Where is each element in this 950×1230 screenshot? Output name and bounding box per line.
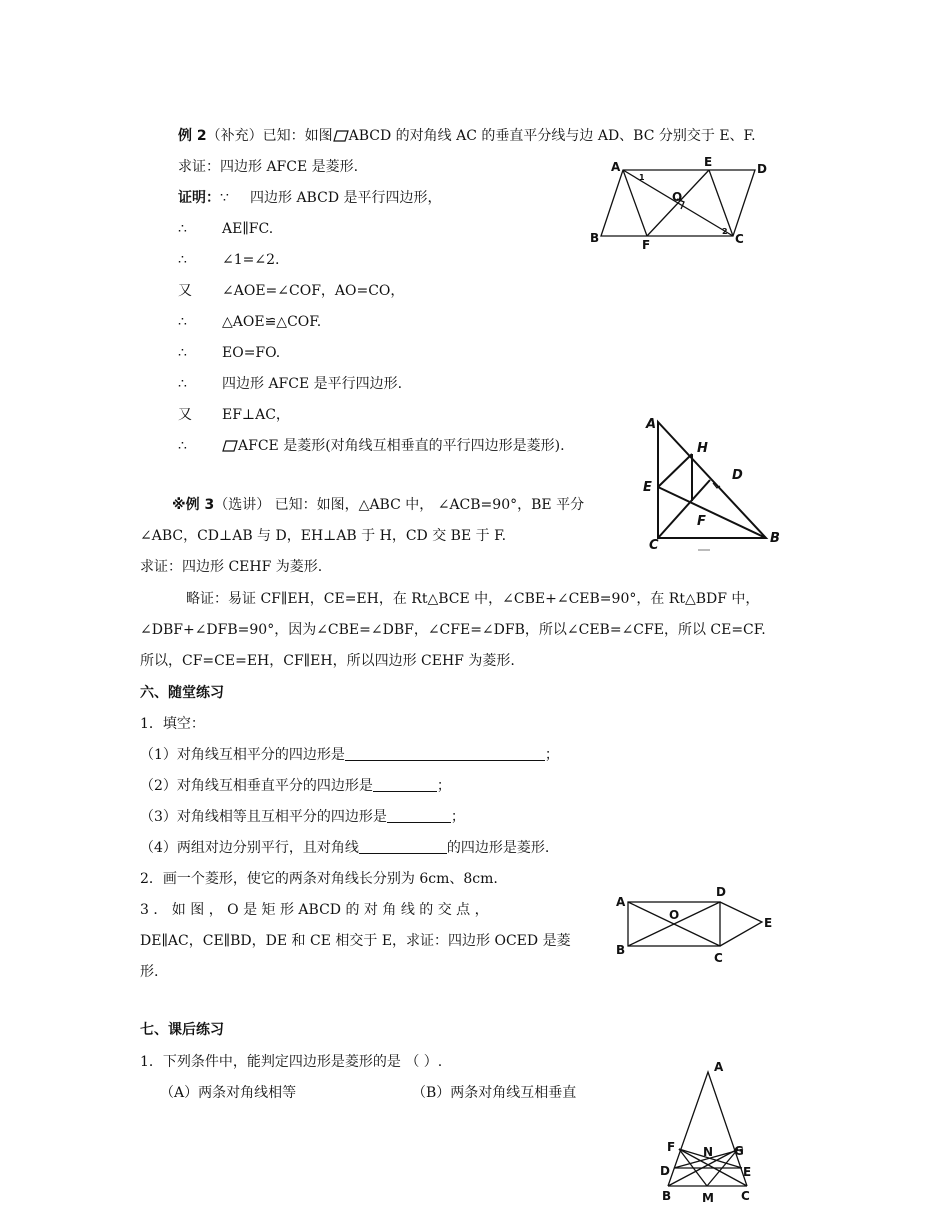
step-symbol: ∴ xyxy=(178,438,187,454)
fill-post: ； xyxy=(544,747,559,763)
ex3-sketch-line1: 略证：易证 CF∥EH，CE=EH，在 Rt△BCE 中，∠CBE+∠CEB=90°，在 Rt△BDF 中， xyxy=(186,591,760,607)
step-text: AE∥FC. xyxy=(222,221,274,237)
segments-de-ce xyxy=(720,902,762,946)
label-o: O xyxy=(669,908,680,922)
label-a: A xyxy=(714,1060,724,1074)
angle-label-1: 1 xyxy=(639,173,645,182)
label-m: M xyxy=(702,1191,714,1205)
step-text: 四边形 AFCE 是平行四边形. xyxy=(222,376,403,392)
triangle-sides xyxy=(668,1072,747,1186)
step-text: AFCE 是菱形(对角线互相垂直的平行四边形是菱形). xyxy=(238,438,565,454)
step-text: EF⊥AC， xyxy=(222,407,290,423)
sec6-q2: 2．画一个菱形，使它的两条对角线长分别为 6cm、8cm. xyxy=(140,871,498,887)
label-a: A xyxy=(646,417,657,432)
answer-blank[interactable] xyxy=(387,808,451,823)
step-text: 四边形 ABCD 是平行四边形， xyxy=(250,190,442,206)
label-b: B xyxy=(616,943,626,957)
step-symbol: 又 xyxy=(178,407,192,423)
label-c: C xyxy=(735,232,744,246)
label-h: H xyxy=(697,441,708,456)
segment-cd xyxy=(658,480,710,538)
segment-ec xyxy=(709,170,733,236)
proof-label: 证明： xyxy=(178,190,220,206)
proof-step xyxy=(178,312,321,332)
proof-step xyxy=(178,219,273,239)
sec6-q3-line1: 3 ． 如 图 ， O 是 矩 形 ABCD 的 对 角 线 的 交 点 ， xyxy=(140,902,489,918)
step-text: △AOE≌△COF. xyxy=(222,314,322,330)
proof-step xyxy=(178,436,565,456)
label-d: D xyxy=(716,885,726,899)
label-d: D xyxy=(660,1164,670,1178)
sec6-q3-line2: DE∥AC，CE∥BD，DE 和 CE 相交于 E，求证：四边形 OCED 是菱 xyxy=(140,933,571,949)
option-a: （A）两条对角线相等 xyxy=(160,1085,297,1101)
label-e: E xyxy=(704,155,713,169)
label-b: B xyxy=(662,1189,672,1203)
ex2-head-tail: ABCD 的对角线 AC 的垂直平分线与边 AD、BC 分别交于 E、F. xyxy=(348,128,756,144)
segment-eh xyxy=(658,454,692,487)
answer-blank[interactable] xyxy=(373,777,437,792)
figure-right-triangle xyxy=(640,410,790,555)
fill-text: （2）对角线互相垂直平分的四边形是 xyxy=(140,778,373,794)
ex3-prove: 求证：四边形 CEHF 为菱形. xyxy=(140,559,323,575)
step-symbol: 又 xyxy=(178,283,192,299)
fill-item xyxy=(140,807,465,827)
label-b: B xyxy=(590,231,600,245)
label-e: E xyxy=(643,480,652,495)
label-n: N xyxy=(703,1145,714,1159)
fill-text: （1）对角线互相平分的四边形是 xyxy=(140,747,345,763)
answer-blank[interactable] xyxy=(359,839,447,854)
label-f: F xyxy=(642,238,651,252)
ex3-line1 xyxy=(172,495,584,515)
ex3-line2: ∠ABC，CD⊥AB 与 D，EH⊥AB 于 H，CD 交 BE 于 F. xyxy=(140,528,507,544)
proof-step xyxy=(178,281,404,301)
figure-parallelogram-abcd xyxy=(585,155,770,255)
label-e: E xyxy=(743,1165,752,1179)
label-g: G xyxy=(734,1144,744,1158)
fill-text: （3）对角线相等且互相平分的四边形是 xyxy=(140,809,387,825)
sec6-q3-line3: 形. xyxy=(140,964,159,980)
label-b: B xyxy=(770,531,780,546)
ex2-prove: 求证：四边形 AFCE 是菱形. xyxy=(178,159,359,175)
label-d: D xyxy=(757,162,767,176)
fill-post: ； xyxy=(450,809,465,825)
label-f: F xyxy=(697,514,706,529)
step-symbol: ∴ xyxy=(178,345,187,361)
ex2-heading xyxy=(178,126,756,146)
fill-text: （4）两组对边分别平行，且对角线 xyxy=(140,840,359,856)
step-symbol: ∵ xyxy=(220,190,229,206)
proof-step xyxy=(178,405,290,425)
option-b: （B）两条对角线互相垂直 xyxy=(412,1085,577,1101)
label-o: O xyxy=(672,190,683,204)
ex3-line1-text: （选讲） 已知：如图，△ABC 中， ∠ACB=90°，BE 平分 xyxy=(214,497,585,513)
section6-title: 六、随堂练习 xyxy=(140,685,224,701)
label-a: A xyxy=(611,160,621,174)
figure-rectangle-oced xyxy=(612,880,782,970)
step-symbol: ∴ xyxy=(178,314,187,330)
proof-step xyxy=(178,374,402,394)
ex3-sketch-line2: ∠DBF+∠DFB=90°，因为∠CBE=∠DBF，∠CFE=∠DFB，所以∠CEB=∠CFE，所以 CE=CF. xyxy=(140,622,766,638)
label-d: D xyxy=(732,468,743,483)
parallelogram-icon xyxy=(222,438,238,454)
step-symbol: ∴ xyxy=(178,221,187,237)
ex3-label: ※例 3 xyxy=(172,497,215,513)
ex2-head-rest: （补充）已知：如图 xyxy=(206,128,333,144)
section7-title: 七、课后练习 xyxy=(140,1022,224,1038)
answer-blank[interactable] xyxy=(345,746,545,761)
figure-isosceles-triangle xyxy=(650,1058,765,1223)
step-text: ∠1=∠2. xyxy=(222,252,280,268)
label-c: C xyxy=(714,951,723,965)
sec6-q1: 1．填空： xyxy=(140,716,205,732)
label-e: E xyxy=(764,916,773,930)
step-symbol: ∴ xyxy=(178,252,187,268)
angle-label-2: 2 xyxy=(722,227,728,236)
sec7-q1: 1．下列条件中，能判定四边形是菱形的是 （ ）. xyxy=(140,1054,443,1070)
fill-item xyxy=(140,745,559,765)
fill-item xyxy=(140,776,451,796)
label-a: A xyxy=(616,895,626,909)
proof-step xyxy=(178,250,279,270)
fill-post: 的四边形是菱形. xyxy=(446,840,550,856)
ex2-label: 例 2 xyxy=(178,128,207,144)
label-c: C xyxy=(649,538,659,553)
proof-step xyxy=(178,343,280,363)
fill-post: ； xyxy=(436,778,451,794)
step-symbol: ∴ xyxy=(178,376,187,392)
fill-item xyxy=(140,838,549,858)
segment-be xyxy=(658,487,766,538)
step-text: EO=FO. xyxy=(222,345,281,361)
proof-step xyxy=(178,188,442,208)
label-c: C xyxy=(741,1189,750,1203)
label-f: F xyxy=(667,1140,676,1154)
step-text: ∠AOE=∠COF，AO=CO， xyxy=(222,283,405,299)
parallelogram-icon xyxy=(333,128,349,144)
ex3-sketch-line3: 所以，CF=CE=EH，CF∥EH，所以四边形 CEHF 为菱形. xyxy=(140,653,515,669)
